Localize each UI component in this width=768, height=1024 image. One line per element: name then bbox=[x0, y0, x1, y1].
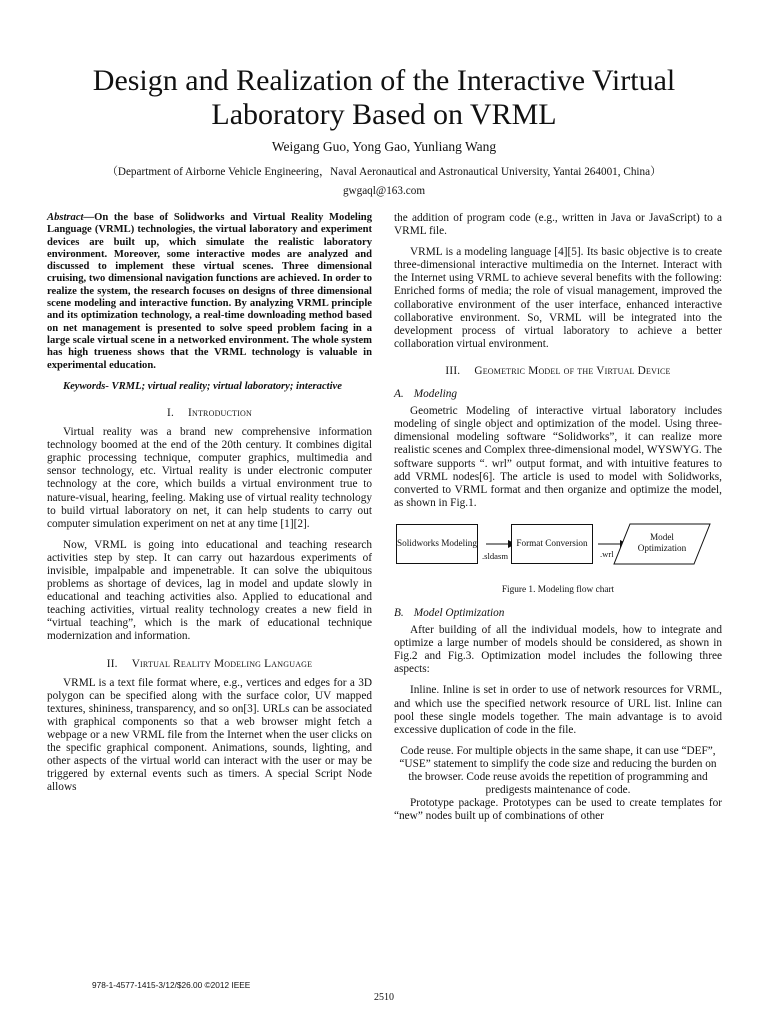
section-heading-introduction bbox=[47, 407, 372, 420]
affiliation: （Department of Airborne Vehicle Engineering，Naval Aeronautical and Astronautical University, Yantai 264001, China） bbox=[106, 166, 662, 178]
optimization-paragraph-prototype: Prototype package. Prototypes can be used to create templates for “new” nodes built up of combinations of other bbox=[394, 797, 722, 823]
section-title: Geometric Model of the Virtual Device bbox=[474, 364, 671, 377]
figure-1-caption: Figure 1. Modeling flow chart bbox=[501, 584, 615, 595]
intro-paragraph-2: Now, VRML is going into educational and teaching research activities step by step. It can carry out hazardous experiments of invisible, impalpable and impenetrable. It can solve the ubiquitous problems as shortage of devices, lag in model and update slowly in educational and teaching activities also. Applied to educational and teaching activities, virtual reality technology creates a new field in “virtual teaching”, which is the mark of educational technique modernization and information. bbox=[47, 538, 372, 643]
section-number: I. bbox=[167, 406, 175, 419]
subsection-number: A. bbox=[394, 388, 404, 401]
paper-title: Design and Realization of the Interactive Virtual Laboratory Based on VRML bbox=[92, 64, 676, 131]
vrml-paragraph-1: VRML is a text file format where, e.g., vertices and edges for a 3D polygon can be specified along with the surface color, UV mapped textures, shininess, transparency, and so on[3]. URLs can be associated with graphical components so that a web browser might fetch a webpage or a new VRML file from the Internet when the user clicks on the specific graphical component. Animations, sounds, lighting, and other aspects of the virtual world can interact with the user or may be triggered by external events such as timers. A special Script Node allows bbox=[47, 676, 372, 794]
optimization-paragraph-code-reuse: Code reuse. For multiple objects in the same shape, it can use “DEF”, “USE” statement to simplify the code size and reducing the burden on the browser. Code reuse avoids the repetition of programming and predigests maintenance of code. bbox=[399, 744, 717, 797]
subsection-title: Modeling bbox=[413, 388, 458, 401]
author-list: Weigang Guo, Yong Gao, Yunliang Wang bbox=[271, 139, 497, 154]
section-number: II. bbox=[106, 657, 118, 670]
right-column bbox=[394, 212, 722, 823]
section-heading-vrml bbox=[47, 658, 372, 671]
optimization-paragraph-1: After building of all the individual models, how to integrate and optimize a large number of models should be considered, as shown in Fig.2 and Fig.3. Optimization model includes the following three aspects: bbox=[394, 624, 722, 676]
subsection-heading-optimization bbox=[394, 607, 722, 620]
subsection-title: Model Optimization bbox=[413, 606, 505, 619]
modeling-paragraph: Geometric Modeling of interactive virtual laboratory includes modeling of single object and optimization of the model. Using three-dimensional modeling software “Solidworks”, it can realize more realistic scenes and Complex three-dimensional model, WYSWYG. The software supports “. wrl” output format, and with intuitive features to add VRML nodes[6]. The article is used to model with Solidworks, converted to VRML format and then organize and optimize the model, as shown in Fig.1. bbox=[394, 405, 722, 509]
footer-isbn: 978-1-4577-1415-3/12/$26.00 ©2012 IEEE bbox=[92, 980, 251, 990]
section-title: Introduction bbox=[188, 406, 252, 419]
model-optimization-box: Model Optimization bbox=[637, 532, 687, 554]
format-conversion-box: Format Conversion bbox=[511, 524, 593, 564]
figure-1-flowchart bbox=[394, 522, 722, 574]
intro-paragraph-1: Virtual reality was a brand new comprehensive information technology boomed at the end of the 20th century. It combines digital graphic processing technique, computer graphics, multimedia and sensor technology, etc. Virtual reality is under electronic computer technology at the core, which builds a virtual environment true to nature-visual, hearing, feeling. Making use of virtual reality technology to build virtual laboratory on net, it can help students to carry out computer simulation experiment on net at any time [1][2]. bbox=[47, 426, 372, 530]
author-email: gwgaql@163.com bbox=[342, 185, 426, 197]
optimization-paragraph-inline: Inline. Inline is set in order to use of network resources for VRML, and which use the specified network resource of URL list. Inline can pool these single models together. The main advantage is to avoid excessive duplication of code in the file. bbox=[394, 684, 722, 736]
left-column bbox=[47, 212, 372, 794]
vrml-paragraph-2: VRML is a modeling language [4][5]. Its basic objective is to create three-dimensional interactive multimedia on the Internet. Interact with the Internet using VRML to achieve several benefits with the following: Enriched forms of media; the role of visual management, improved the collaborative environment of the user interface, enhanced interactive collaborative environment. So, VRML will be integrated into the development process of virtual laboratory to achieve a better collaboration virtual environment. bbox=[394, 246, 722, 350]
section-number: III. bbox=[445, 364, 461, 377]
abstract-label: Abstract— bbox=[47, 212, 95, 223]
keywords: Keywords- VRML; virtual reality; virtual laboratory; interactive bbox=[63, 380, 342, 392]
abstract-text: On the base of Solidworks and Virtual Reality Modeling Language (VRML) technologies, the virtual laboratory and experiment devices are built up, which simulate the realistic laboratory environment. Moreover, some interactive modes are analyzed and discussed to implement these virtual scenes. Three dimensional cruising, two dimensional navigation functions are achieved. In order to realize the system, the research focuses on designs of three dimensional scene modeling and interactive function. By analyzing VRML principle and its optimization technology, a real-time downloading method based on net management is presented to solve speed problem facing in a large scale virtual scene in a networked environment. The whole system has high trueness shows that the VRML technology is valuable in experimental education. bbox=[47, 212, 372, 371]
subsection-heading-modeling bbox=[394, 388, 722, 401]
section-title: Virtual Reality Modeling Language bbox=[131, 657, 313, 670]
arrow-2-label: .wrl bbox=[600, 548, 614, 559]
abstract bbox=[47, 212, 372, 372]
solidworks-modeling-box: Solidworks Modeling bbox=[396, 524, 478, 564]
page-number: 2510 bbox=[374, 992, 394, 1003]
arrow-1-label: .sldasm bbox=[482, 550, 509, 561]
subsection-number: B. bbox=[394, 606, 404, 619]
continued-paragraph: the addition of program code (e.g., written in Java or JavaScript) to a VRML file. bbox=[394, 212, 722, 238]
section-heading-geometric-model bbox=[394, 365, 722, 378]
